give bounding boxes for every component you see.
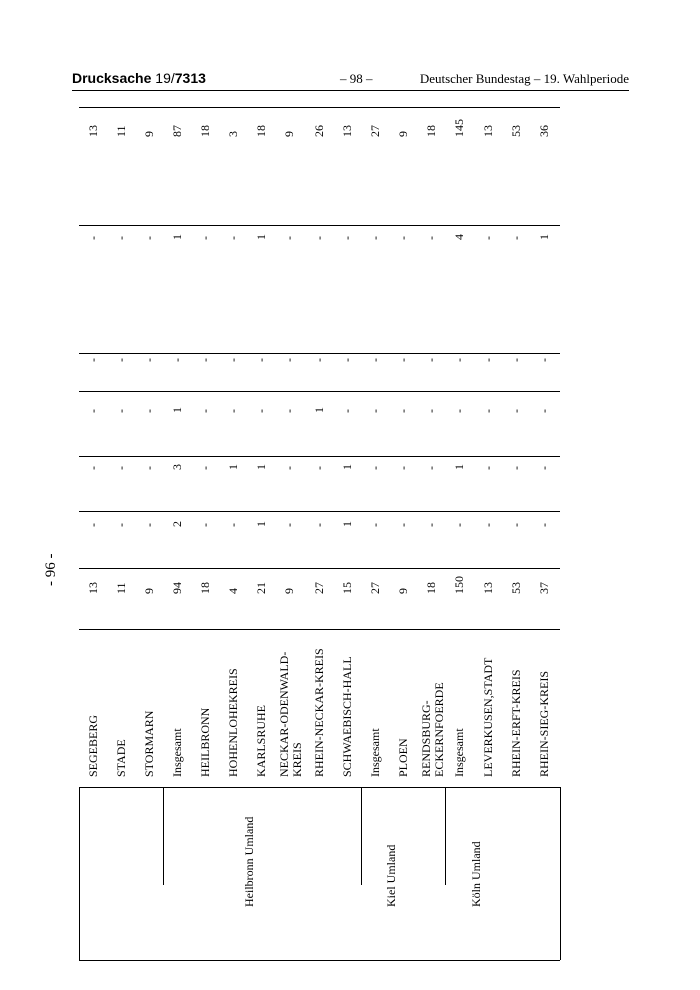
value-col-2: - xyxy=(537,523,551,527)
value-col-5: - xyxy=(368,358,382,362)
value-col-4: - xyxy=(226,409,240,413)
column-rule xyxy=(79,353,560,354)
district-name: SCHWAEBISCH-HALL xyxy=(340,656,354,777)
total-value: 150 xyxy=(452,576,466,594)
page-label: – 98 – xyxy=(340,71,373,86)
table-row xyxy=(79,107,560,960)
document-number xyxy=(155,70,206,86)
district-name: NECKAR-ODENWALD- KREIS xyxy=(277,651,304,777)
district-name: RHEIN-ERFT-KREIS xyxy=(509,669,523,777)
value-col-2: - xyxy=(86,523,100,527)
value-col-4: - xyxy=(481,409,495,413)
value-col-5: - xyxy=(254,358,268,362)
total-value: 18 xyxy=(198,582,212,594)
value-col-3: - xyxy=(509,466,523,470)
value-col-4: 1 xyxy=(170,407,184,413)
value-col-3: 1 xyxy=(452,464,466,470)
value-col-7: 145 xyxy=(452,119,466,137)
total-value: 9 xyxy=(142,588,156,594)
value-col-5: - xyxy=(481,358,495,362)
value-col-6: 4 xyxy=(452,234,466,240)
rotated-page-number xyxy=(41,546,71,586)
value-col-6: - xyxy=(509,236,523,240)
value-col-4: - xyxy=(509,409,523,413)
value-col-2: - xyxy=(142,523,156,527)
value-col-3: - xyxy=(282,466,296,470)
value-col-7: 27 xyxy=(368,125,382,137)
total-value: 18 xyxy=(424,582,438,594)
value-col-7: 13 xyxy=(86,125,100,137)
table-bottom-rule xyxy=(79,960,560,961)
data-table xyxy=(79,107,560,960)
number-main: 7313 xyxy=(174,70,206,86)
value-col-7: 13 xyxy=(481,125,495,137)
value-col-3: 1 xyxy=(254,464,268,470)
column-rule xyxy=(79,225,560,226)
value-col-7: 87 xyxy=(170,125,184,137)
value-col-2: - xyxy=(312,523,326,527)
value-col-7-cell xyxy=(530,107,558,960)
column-rule xyxy=(79,511,560,512)
value-col-3: - xyxy=(537,466,551,470)
value-col-7: 36 xyxy=(537,125,551,137)
region-group-label: Kiel Umland xyxy=(384,844,398,907)
parliament-label: Deutscher Bundestag – 19. Wahlperiode xyxy=(419,71,629,86)
value-col-2: - xyxy=(481,523,495,527)
value-col-3: 1 xyxy=(340,464,354,470)
value-col-3: 3 xyxy=(170,464,184,470)
region-group-label: Heilbronn Umland xyxy=(242,816,256,907)
value-col-5: - xyxy=(537,358,551,362)
table-right-rule xyxy=(560,787,561,960)
value-col-7: 18 xyxy=(254,125,268,137)
district-name: LEVERKUSEN,STADT xyxy=(481,657,495,777)
district-name: STADE xyxy=(114,739,128,777)
value-col-2: 2 xyxy=(170,521,184,527)
region-group-label: Köln Umland xyxy=(469,841,483,907)
total-value: 21 xyxy=(254,582,268,594)
value-col-5: - xyxy=(114,358,128,362)
value-col-6: - xyxy=(226,236,240,240)
column-rule xyxy=(79,629,560,630)
district-name: HOHENLOHEKREIS xyxy=(226,668,240,777)
document-id xyxy=(72,70,206,86)
value-col-2: - xyxy=(226,523,240,527)
value-col-5: - xyxy=(340,358,354,362)
district-name: KARLSRUHE xyxy=(254,704,268,777)
value-col-2: - xyxy=(396,523,410,527)
value-col-4: - xyxy=(142,409,156,413)
value-col-6: 1 xyxy=(170,234,184,240)
value-col-3: - xyxy=(114,466,128,470)
value-col-3: - xyxy=(368,466,382,470)
column-rule xyxy=(79,456,560,457)
value-col-5: - xyxy=(396,358,410,362)
district-name: RHEIN-NECKAR-KREIS xyxy=(312,648,326,777)
district-name: PLOEN xyxy=(396,738,410,777)
value-col-4: - xyxy=(198,409,212,413)
total-value: 27 xyxy=(368,582,382,594)
value-col-3: - xyxy=(312,466,326,470)
number-prefix: 19/ xyxy=(155,70,175,86)
value-col-4: 1 xyxy=(312,407,326,413)
drucksache-label: Drucksache xyxy=(72,70,152,86)
value-col-6: - xyxy=(142,236,156,240)
column-rule xyxy=(79,568,560,569)
value-col-2: - xyxy=(368,523,382,527)
total-value: 11 xyxy=(114,582,128,594)
value-col-7: 3 xyxy=(226,131,240,137)
value-col-4: - xyxy=(424,409,438,413)
value-col-7: 9 xyxy=(396,131,410,137)
value-col-6: - xyxy=(114,236,128,240)
value-col-3: 1 xyxy=(226,464,240,470)
value-col-4: - xyxy=(368,409,382,413)
value-col-3: - xyxy=(142,466,156,470)
value-col-3: - xyxy=(396,466,410,470)
page-number-text: - 96 - xyxy=(43,553,59,586)
value-col-2: 1 xyxy=(340,521,354,527)
value-col-2: - xyxy=(424,523,438,527)
total-value: 15 xyxy=(340,582,354,594)
total-value: 9 xyxy=(282,588,296,594)
value-col-4: - xyxy=(340,409,354,413)
total-value: 13 xyxy=(86,582,100,594)
group-rule xyxy=(445,787,446,885)
group-rule xyxy=(163,787,164,885)
value-col-6: - xyxy=(481,236,495,240)
value-col-5: - xyxy=(142,358,156,362)
group-rule xyxy=(361,787,362,885)
district-name: STORMARN xyxy=(142,710,156,777)
value-col-6: - xyxy=(198,236,212,240)
total-value: 13 xyxy=(481,582,495,594)
district-name: Insgesamt xyxy=(170,728,184,777)
total-value: 94 xyxy=(170,582,184,594)
value-col-4: - xyxy=(452,409,466,413)
value-col-4: - xyxy=(254,409,268,413)
value-col-2: - xyxy=(114,523,128,527)
total-value: 37 xyxy=(537,582,551,594)
value-col-7: 9 xyxy=(142,131,156,137)
value-col-6: - xyxy=(282,236,296,240)
value-col-5: - xyxy=(86,358,100,362)
value-col-5: - xyxy=(170,358,184,362)
district-name: Insgesamt xyxy=(452,728,466,777)
value-col-3: - xyxy=(481,466,495,470)
value-col-4: - xyxy=(396,409,410,413)
total-value: 9 xyxy=(396,588,410,594)
value-col-6: - xyxy=(396,236,410,240)
value-col-6: - xyxy=(340,236,354,240)
value-col-2: - xyxy=(509,523,523,527)
column-rule xyxy=(79,107,560,108)
value-col-6: 1 xyxy=(537,234,551,240)
value-col-5: - xyxy=(312,358,326,362)
value-col-6: - xyxy=(424,236,438,240)
value-col-5: - xyxy=(198,358,212,362)
value-col-6: - xyxy=(368,236,382,240)
district-name: RHEIN-SIEG-KREIS xyxy=(537,671,551,777)
value-col-5: - xyxy=(509,358,523,362)
value-col-3: - xyxy=(86,466,100,470)
value-col-4: - xyxy=(282,409,296,413)
district-name: RENDSBURG- ECKERNFOERDE xyxy=(419,682,446,777)
total-value: 27 xyxy=(312,582,326,594)
value-col-7: 26 xyxy=(312,125,326,137)
column-rule xyxy=(79,391,560,392)
value-col-6: 1 xyxy=(254,234,268,240)
column-rule xyxy=(79,787,560,788)
value-col-6: - xyxy=(312,236,326,240)
value-col-5: - xyxy=(424,358,438,362)
value-col-2: - xyxy=(452,523,466,527)
district-name: SEGEBERG xyxy=(86,714,100,777)
value-col-7: 11 xyxy=(114,125,128,137)
value-col-3: - xyxy=(424,466,438,470)
value-col-5: - xyxy=(452,358,466,362)
value-col-7: 13 xyxy=(340,125,354,137)
district-name: HEILBRONN xyxy=(198,707,212,777)
value-col-7: 18 xyxy=(424,125,438,137)
value-col-7: 18 xyxy=(198,125,212,137)
value-col-5: - xyxy=(226,358,240,362)
total-value: 53 xyxy=(509,582,523,594)
value-col-4: - xyxy=(114,409,128,413)
value-col-3: - xyxy=(198,466,212,470)
value-col-7: 9 xyxy=(282,131,296,137)
value-col-2: - xyxy=(282,523,296,527)
page-header xyxy=(72,70,629,91)
value-col-5: - xyxy=(282,358,296,362)
total-value: 4 xyxy=(226,588,240,594)
value-col-6: - xyxy=(86,236,100,240)
table-left-rule xyxy=(79,787,80,960)
value-col-2: 1 xyxy=(254,521,268,527)
district-name: Insgesamt xyxy=(368,728,382,777)
value-col-7: 53 xyxy=(509,125,523,137)
value-col-4: - xyxy=(86,409,100,413)
value-col-4: - xyxy=(537,409,551,413)
value-col-2: - xyxy=(198,523,212,527)
